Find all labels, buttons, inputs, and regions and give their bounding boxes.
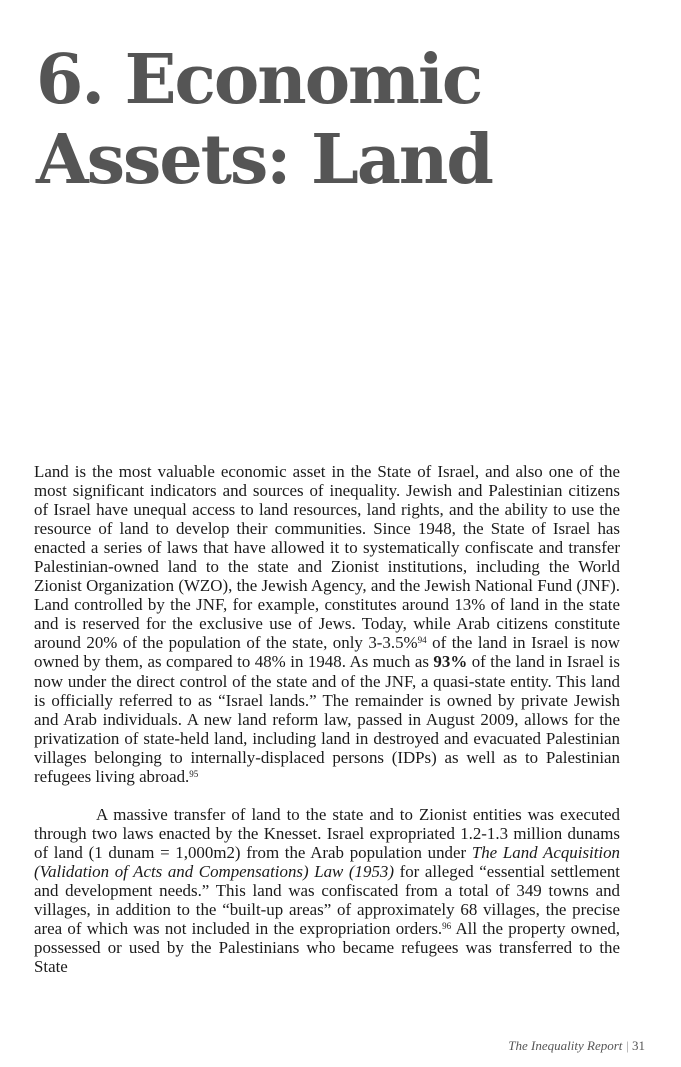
footnote-ref-94: 94 [417, 635, 427, 646]
page-number: 31 [632, 1038, 645, 1053]
chapter-title [36, 40, 492, 200]
page-footer [508, 1038, 645, 1054]
paragraph-2-text-a: A massive transfer of land to the state and to Zionist entities was executed through two laws enacted by the Knesset. Israel expropriated 1.2-1.3 million dunams of land (1 dunam = 1,000m2) from the Arab population under [34, 804, 620, 862]
chapter-title-line-2: Assets: Land [36, 120, 492, 200]
paragraph-1-text-a: Land is the most valuable economic asset in the State of Israel, and also one of the most significant indicators and sources of inequality. Jewish and Palestinian citizens of Israel have unequal access to land resources, land rights, and the ability to use the resource of land to develop their communities. Since 1948, the State of Israel has enacted a series of laws that have allowed it to systematically confiscate and transfer Palestinian-owned land to the state and Zionist institutions, including the World Zionist Organization (WZO), the Jewish Agency, and the Jewish National Fund (JNF). Land controlled by the JNF, for example, constitutes around 13% of land in the state and is reserved for the exclusive use of Jews. Today, while Arab citizens constitute around 20% of the population of the state, only 3-3.5% [34, 462, 620, 653]
footer-divider: | [626, 1038, 629, 1053]
paragraph-1-text-c: of the land in Israel is now under the direct control of the state and of the JNF, a quasi-state entity. This land is officially referred to as “Israel lands.” The remainder is owned by private Jewish and Arab individuals. A new land reform law, passed in August 2009, allows for the privatization of state-held land, including land in destroyed and evacuated Palestinian villages belonging to internally-displaced persons (IDPs) as well as to Palestinian refugees living abroad. [34, 652, 620, 786]
paragraph-1-text-b: of the land in Israel is now owned by them, as compared to 48% in 1948. As much as [34, 633, 620, 672]
paragraph-2-text-b: for alleged “essential settlement and development needs.” This land was confiscated from a total of 349 towns and villages, in addition to the “built-up areas” of approximately 68 villages, the precise area of which was not included in the expropriation orders. [34, 861, 620, 939]
footnote-ref-95: 95 [189, 768, 199, 779]
bold-percentage: 93% [433, 652, 468, 672]
paragraph-1 [34, 462, 620, 786]
footnote-ref-96: 96 [442, 921, 452, 932]
law-title: The Land Acquisition (Validation of Acts and Compensations) Law (1953) [34, 842, 620, 881]
body-text [34, 462, 620, 976]
paragraph-2-text-c: All the property owned, possessed or used by the Palestinians who became refugees was transferred to the State [34, 919, 620, 977]
paragraph-2 [34, 805, 620, 976]
chapter-title-line-1: 6. Economic [36, 40, 482, 120]
report-title: The Inequality Report [508, 1038, 623, 1053]
